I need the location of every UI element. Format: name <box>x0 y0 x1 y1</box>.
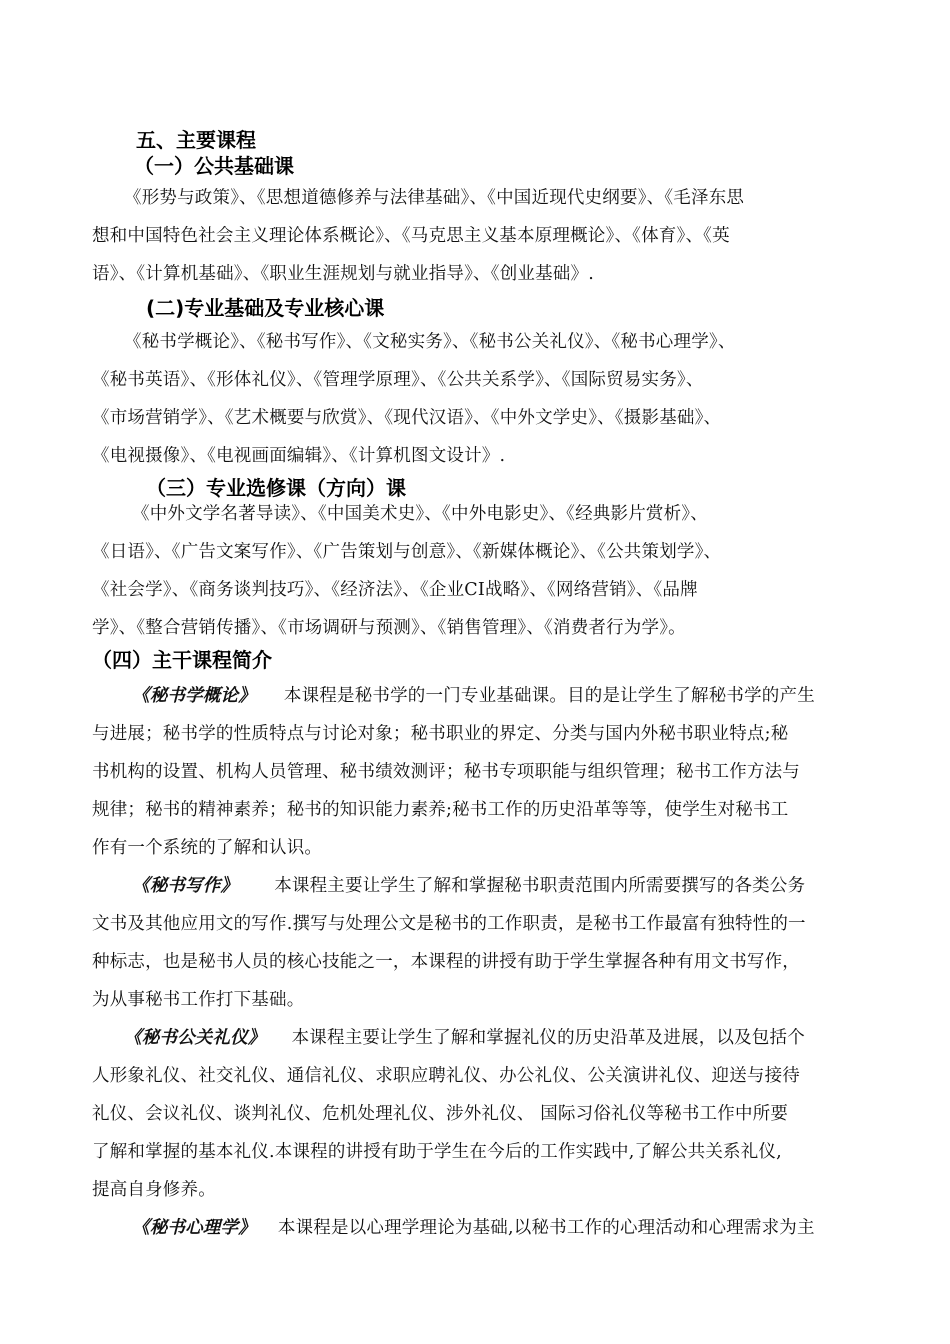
paragraph-line: 《秘书英语》、《形体礼仪》、《管理学原理》、《公共关系学》、《国际贸易实务》、 <box>92 370 704 390</box>
course-intro-first-line <box>132 682 815 707</box>
paragraph-line: 《秘书学概论》、《秘书写作》、《文秘实务》、《秘书公关礼仪》、《秘书心理学》、 <box>124 332 736 352</box>
paragraph-line: 提高自身修养。 <box>92 1180 216 1200</box>
paragraph-line: 为从事秘书工作打下基础。 <box>92 990 305 1010</box>
subsection-title-electives: （三）专业选修课（方向）课 <box>146 476 406 500</box>
course-intro-text: 本课程主要让学生了解和掌握礼仪的历史沿革及进展，以及包括个 <box>291 1028 805 1048</box>
paragraph-line: 语》、《计算机基础》、《职业生涯规划与就业指导》、《创业基础》. <box>92 264 594 284</box>
paragraph-line: 《社会学》、《商务谈判技巧》、《经济法》、《企业CI战略》、《网络营销》、《品牌 <box>92 580 698 600</box>
course-name: 《秘书学概论》 <box>132 686 256 706</box>
course-name: 《秘书公关礼仪》 <box>124 1028 266 1048</box>
course-name: 《秘书写作》 <box>132 876 239 896</box>
course-intro-text: 本课程是以心理学理论为基础,以秘书工作的心理活动和心理需求为主 <box>277 1218 815 1238</box>
paragraph-line: 《形势与政策》、《思想道德修养与法律基础》、《中国近现代史纲要》、《毛泽东思 <box>124 188 745 208</box>
course-intro-text: 本课程是秘书学的一门专业基础课。目的是让学生了解秘书学的产生 <box>283 686 815 706</box>
paragraph-line: 礼仪、会议礼仪、谈判礼仪、危机处理礼仪、涉外礼仪、 国际习俗礼仪等秘书工作中所要 <box>92 1104 789 1124</box>
subsection-title-public-basic: （一）公共基础课 <box>134 154 294 178</box>
subsection-title-professional-core: (二)专业基础及专业核心课 <box>146 296 385 320</box>
course-name: 《秘书心理学》 <box>132 1218 256 1238</box>
paragraph-line: 学》、《整合营销传播》、《市场调研与预测》、《销售管理》、《消费者行为学》。 <box>92 618 686 638</box>
paragraph-line: 人形象礼仪、社交礼仪、通信礼仪、求职应聘礼仪、办公礼仪、公关演讲礼仪、迎送与接待 <box>92 1066 800 1086</box>
paragraph-line: 《日语》、《广告文案写作》、《广告策划与创意》、《新媒体概论》、《公共策划学》、 <box>92 542 722 562</box>
subsection-title-main-courses: （四）主干课程简介 <box>92 648 272 672</box>
course-intro-first-line <box>132 1214 815 1239</box>
course-intro-first-line <box>124 1024 805 1049</box>
paragraph-line: 了解和掌握的基本礼仪.本课程的讲授有助于学生在今后的工作实践中,了解公共关系礼仪, <box>92 1142 782 1162</box>
paragraph-line: 与进展；秘书学的性质特点与讨论对象；秘书职业的界定、分类与国内外秘书职业特点;秘 <box>92 724 789 744</box>
paragraph-line: 《中外文学名著导读》、《中国美术史》、《中外电影史》、《经典影片赏析》、 <box>132 504 708 524</box>
course-intro-text: 本课程主要让学生了解和掌握秘书职责范围内所需要撰写的各类公务 <box>274 876 806 896</box>
course-intro-first-line <box>132 872 805 897</box>
paragraph-line: 想和中国特色社会主义理论体系概论》、《马克思主义基本原理概论》、《体育》、《英 <box>92 226 730 246</box>
paragraph-line: 作有一个系统的了解和认识。 <box>92 838 323 858</box>
paragraph-line: 种标志，也是秘书人员的核心技能之一，本课程的讲授有助于学生掌握各种有用文书写作， <box>92 952 800 972</box>
paragraph-line: 《电视摄像》、《电视画面编辑》、《计算机图文设计》. <box>92 446 506 466</box>
paragraph-line: 书机构的设置、机构人员管理、秘书绩效测评；秘书专项职能与组织管理；秘书工作方法与 <box>92 762 800 782</box>
paragraph-line: 文书及其他应用文的写作.撰写与处理公文是秘书的工作职责，是秘书工作最富有独特性的一 <box>92 914 806 934</box>
paragraph-line: 规律；秘书的精神素养；秘书的知识能力素养;秘书工作的历史沿革等等，使学生对秘书工 <box>92 800 789 820</box>
section-title: 五、主要课程 <box>136 128 256 152</box>
paragraph-line: 《市场营销学》、《艺术概要与欣赏》、《现代汉语》、《中外文学史》、《摄影基础》、 <box>92 408 722 428</box>
